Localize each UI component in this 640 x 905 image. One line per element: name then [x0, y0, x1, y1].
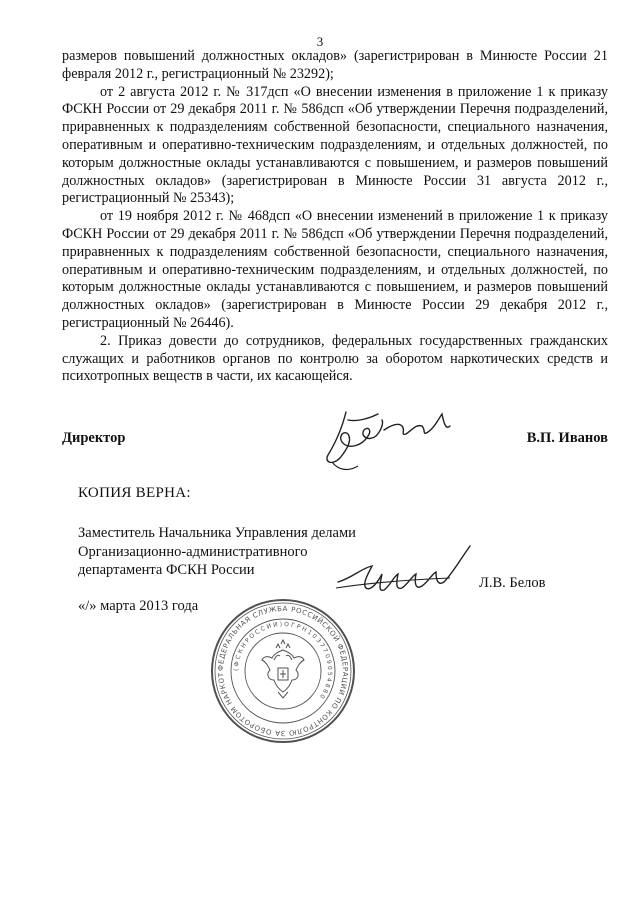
position-line: департамента ФСКН России [78, 562, 255, 578]
page-number: 3 [316, 34, 324, 49]
copy-certification-heading: КОПИЯ ВЕРНА: [78, 485, 191, 501]
director-signature [318, 400, 468, 480]
seal-inner-text: ( Ф С К Н Р О С С И И ) О Г Р Н 1 0 3 7 7 0 9 0 5 4 8 8 0 [232, 620, 334, 700]
signature-title: Директор [62, 430, 126, 446]
certifier-name: Л.В. Белов [479, 575, 546, 591]
position-line: Организационно-административного [78, 543, 308, 560]
seal-outer-text: ФЕДЕРАЛЬНАЯ СЛУЖБА РОССИЙСКОЙ ФЕДЕРАЦИИ ПО КОНТРОЛЮ ЗА ОБОРОТОМ НАРКОТИКОВ [204, 590, 350, 738]
certification-date: «/» марта 2013 года [78, 598, 199, 614]
paragraph: от 19 ноября 2012 г. № 468дсп «О внесении изменений в приложение 1 к приказу ФСКН России от 29 декабря 2011 г. № 586дсп «Об утверждении Перечня подразделений, приравненных к подразделениям собственной безопасности, специального назначения, оперативным и оперативно-техническим подразделениям, и отдельных должностей, по которым должностные оклады устанавливаются с повышением, и размеров повышений должностных окладов» (зарегистрирован в Минюсте России 29 декабря 2012 г., регистрационный № 26446). [62, 208, 608, 331]
official-seal [204, 590, 358, 746]
signature-name: В.П. Иванов [526, 430, 608, 446]
paragraph: размеров повышений должностных окладов» (зарегистрирован в Минюсте России 21 февраля 2012 г., регистрационный № 23292); [62, 48, 608, 82]
position-line: Заместитель Начальника Управления делами [78, 525, 356, 541]
double-headed-eagle-emblem [262, 640, 304, 698]
deputy-position [78, 524, 356, 580]
paragraph: от 2 августа 2012 г. № 317дсп «О внесении изменения в приложение 1 к приказу ФСКН России от 29 декабря 2011 г. № 586дсп «Об утверждении Перечня подразделений, приравненных к подразделениям собственной безопасности, специального назначения, оперативным и оперативно-техническим подразделениям, и отдельных должностей, по которым должностные оклады устанавливаются с повышением, и размеров повышений должностных окладов» (зарегистрирован в Минюсте России 31 августа 2012 г., регистрационный № 25343); [62, 83, 608, 207]
document-body [62, 48, 608, 386]
paragraph: 2. Приказ довести до сотрудников, федеральных государственных гражданских служащих и работников органов по контролю за оборотом наркотических средств и психотропных веществ в части, их касающейся. [62, 332, 608, 385]
